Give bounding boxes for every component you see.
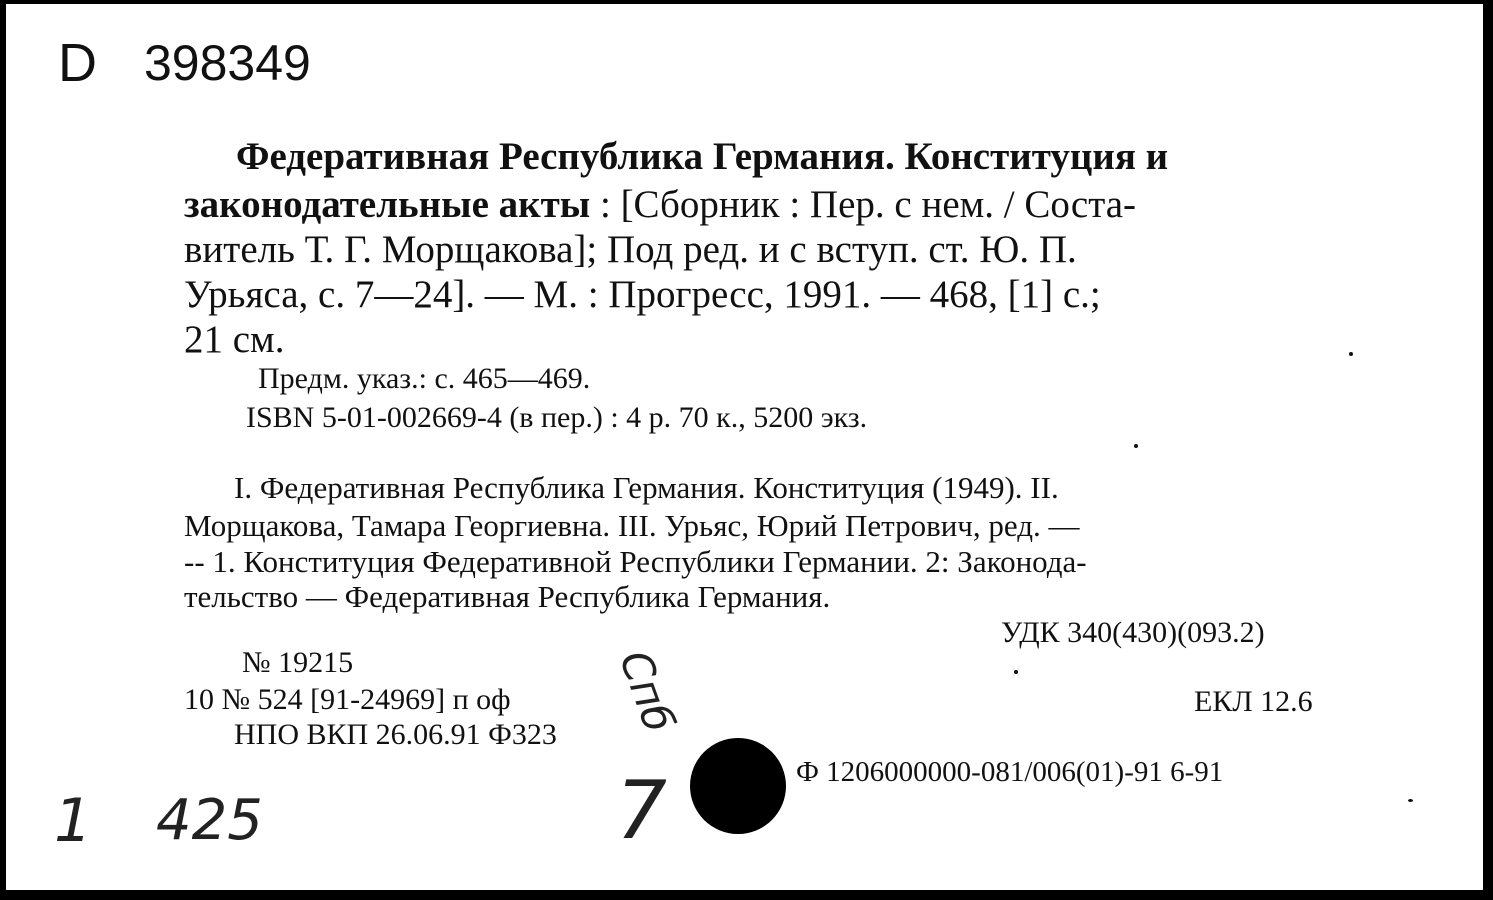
print-line-1: 10 № 524 [91-24969] п оф <box>184 683 511 716</box>
punch-hole <box>690 738 786 834</box>
title-line-4: Урьяса, с. 7—24]. — М. : Прогресс, 1991. — 468, [1] с.; <box>184 273 1101 316</box>
print-line-2: НПО ВКП 26.06.91 Ф323 <box>234 718 557 751</box>
tracing-line-2: Морщакова, Тамара Георгиевна. III. Урьяс, Юрий Петрович, ред. — <box>184 508 1080 543</box>
handwritten-note-spb: Спб <box>609 644 685 739</box>
title-line-5: 21 см. <box>184 318 285 361</box>
title-line-1: Федеративная Республика Германия. Конституция и <box>236 135 1169 178</box>
title-line-2-rest: : [Сборник : Пер. с нем. / Соста- <box>590 183 1137 226</box>
order-number: № 19215 <box>242 646 354 679</box>
ink-speck <box>1408 799 1413 802</box>
shelfmark-number: 398349 <box>144 35 311 91</box>
tracing-line-3: -- 1. Конституция Федеративной Республики Германии. 2: Законода- <box>184 544 1087 579</box>
udc-code: УДК 340(430)(093.2) <box>1001 616 1265 649</box>
title-line-3: витель Т. Г. Морщакова]; Под ред. и с вступ. ст. Ю. П. <box>184 228 1077 271</box>
ink-speck <box>1134 444 1138 448</box>
handwritten-note-7: 7 <box>616 764 667 857</box>
tracing-line-4: тельство — Федеративная Республика Германия. <box>184 579 831 614</box>
title-line-2-bold: законодательные акты <box>184 183 591 226</box>
ink-speck <box>1014 670 1018 674</box>
ekl-code: ЕКЛ 12.6 <box>1194 685 1313 718</box>
tracing-line-1: I. Федеративная Республика Германия. Конституция (1949). II. <box>234 470 1059 505</box>
index-code: Ф 1206000000-081/006(01)-91 6-91 <box>796 756 1224 788</box>
index-note: Предм. указ.: с. 465—469. <box>258 362 591 395</box>
isbn-line: ISBN 5-01-002669-4 (в пер.) : 4 р. 70 к., 5200 экз. <box>246 401 868 434</box>
handwritten-note-425: 425 <box>156 788 263 853</box>
title-line-2 <box>184 182 1136 227</box>
shelfmark-prefix: D <box>58 33 97 93</box>
catalog-card <box>6 4 1483 890</box>
handwritten-note-1: 1 <box>54 786 93 856</box>
ink-speck <box>1349 352 1353 356</box>
